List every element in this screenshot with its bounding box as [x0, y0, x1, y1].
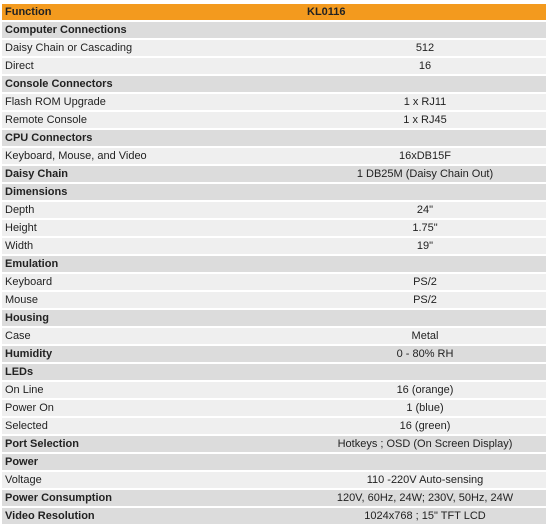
spec-row: [2, 148, 546, 164]
spec-value: [304, 310, 546, 326]
section-title: LEDs: [2, 364, 304, 380]
spec-label: Power Consumption: [2, 490, 304, 506]
spec-row: [2, 400, 546, 416]
spec-value: [304, 256, 546, 272]
spec-value: [304, 454, 546, 470]
spec-label: On Line: [2, 382, 304, 398]
spec-value: [304, 22, 546, 38]
section-row: [2, 184, 546, 200]
section-row: [2, 76, 546, 92]
spec-row: [2, 346, 546, 362]
section-row: [2, 454, 546, 470]
spec-value: 1024x768 ; 15" TFT LCD: [304, 508, 546, 524]
section-title: Power: [2, 454, 304, 470]
section-title: Emulation: [2, 256, 304, 272]
function-header: Function: [2, 4, 304, 20]
spec-row: [2, 112, 546, 128]
spec-label: Video Resolution: [2, 508, 304, 524]
spec-label: Direct: [2, 58, 304, 74]
spec-value: 1.75": [304, 220, 546, 236]
spec-row: [2, 220, 546, 236]
spec-row: [2, 328, 546, 344]
spec-row: [2, 238, 546, 254]
section-row: [2, 22, 546, 38]
spec-label: Port Selection: [2, 436, 304, 452]
spec-value: PS/2: [304, 292, 546, 308]
spec-value: 16: [304, 58, 546, 74]
spec-value: [304, 364, 546, 380]
spec-label: Remote Console: [2, 112, 304, 128]
spec-label: Width: [2, 238, 304, 254]
spec-label: Daisy Chain or Cascading: [2, 40, 304, 56]
section-title: Dimensions: [2, 184, 304, 200]
spec-label: Case: [2, 328, 304, 344]
spec-row: [2, 490, 546, 506]
spec-row: [2, 202, 546, 218]
spec-label: Keyboard, Mouse, and Video: [2, 148, 304, 164]
section-row: [2, 130, 546, 146]
spec-row: [2, 418, 546, 434]
spec-row: [2, 292, 546, 308]
spec-label: Height: [2, 220, 304, 236]
spec-row: [2, 166, 546, 182]
section-row: [2, 310, 546, 326]
spec-value: [304, 76, 546, 92]
spec-value: Metal: [304, 328, 546, 344]
spec-value: [304, 184, 546, 200]
spec-value: 1 x RJ45: [304, 112, 546, 128]
spec-table-body: [2, 4, 546, 524]
spec-row: [2, 382, 546, 398]
spec-value: 24": [304, 202, 546, 218]
spec-value: 120V, 60Hz, 24W; 230V, 50Hz, 24W: [304, 490, 546, 506]
spec-value: 0 - 80% RH: [304, 346, 546, 362]
section-title: CPU Connectors: [2, 130, 304, 146]
spec-row: [2, 436, 546, 452]
spec-value: 1 (blue): [304, 400, 546, 416]
spec-label: Humidity: [2, 346, 304, 362]
spec-label: Power On: [2, 400, 304, 416]
spec-label: Flash ROM Upgrade: [2, 94, 304, 110]
spec-label: Depth: [2, 202, 304, 218]
model-header: KL0116: [304, 4, 546, 20]
section-title: Computer Connections: [2, 22, 304, 38]
spec-label: Keyboard: [2, 274, 304, 290]
header-row: [2, 4, 546, 20]
spec-value: 16 (orange): [304, 382, 546, 398]
spec-row: [2, 274, 546, 290]
spec-label: Mouse: [2, 292, 304, 308]
spec-label: Selected: [2, 418, 304, 434]
spec-row: [2, 58, 546, 74]
spec-table: [2, 2, 546, 526]
spec-row: [2, 94, 546, 110]
section-row: [2, 364, 546, 380]
spec-value: 1 x RJ11: [304, 94, 546, 110]
spec-label: Voltage: [2, 472, 304, 488]
spec-value: 19": [304, 238, 546, 254]
spec-row: [2, 472, 546, 488]
spec-value: 110 -220V Auto-sensing: [304, 472, 546, 488]
spec-value: 16xDB15F: [304, 148, 546, 164]
spec-row: [2, 508, 546, 524]
section-row: [2, 256, 546, 272]
spec-value: 1 DB25M (Daisy Chain Out): [304, 166, 546, 182]
spec-value: 512: [304, 40, 546, 56]
section-title: Housing: [2, 310, 304, 326]
spec-label: Daisy Chain: [2, 166, 304, 182]
spec-value: PS/2: [304, 274, 546, 290]
section-title: Console Connectors: [2, 76, 304, 92]
spec-value: [304, 130, 546, 146]
spec-row: [2, 40, 546, 56]
spec-value: Hotkeys ; OSD (On Screen Display): [304, 436, 546, 452]
spec-value: 16 (green): [304, 418, 546, 434]
